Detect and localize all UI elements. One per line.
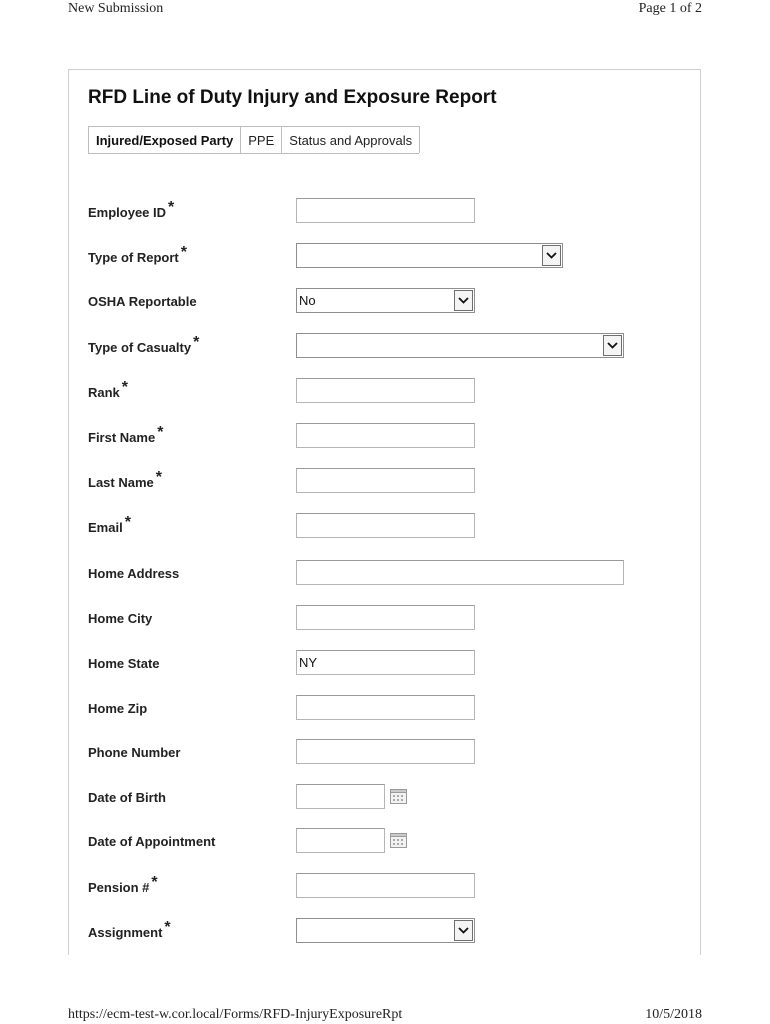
tab-ppe[interactable]: PPE — [240, 126, 282, 153]
required-marker: * — [193, 334, 200, 351]
date-of-birth-label: Date of Birth — [88, 790, 166, 805]
home-zip-input[interactable] — [296, 695, 475, 720]
calendar-icon[interactable] — [390, 832, 407, 848]
date-of-appointment-input[interactable] — [296, 828, 385, 853]
pension-no-input[interactable] — [296, 873, 475, 898]
required-marker: * — [151, 874, 158, 891]
page-footer-url: https://ecm-test-w.cor.local/Forms/RFD-InjuryExposureRpt — [68, 1007, 403, 1022]
chevron-down-icon[interactable] — [454, 920, 473, 941]
page-footer-date: 10/5/2018 — [645, 1007, 702, 1022]
field-row-home-state — [88, 650, 688, 676]
osha-reportable-value: No — [299, 293, 316, 308]
field-row-email — [88, 513, 688, 539]
required-marker: * — [164, 919, 171, 936]
tab-injured-exposed-party[interactable]: Injured/Exposed Party — [88, 126, 241, 153]
chevron-down-icon[interactable] — [542, 245, 561, 266]
page-number: Page 1 of 2 — [638, 1, 702, 16]
type-of-report-select[interactable] — [296, 243, 563, 268]
required-marker: * — [121, 379, 129, 396]
form-title: RFD Line of Duty Injury and Exposure Report — [88, 87, 497, 108]
required-marker: * — [157, 424, 164, 441]
field-row-date-of-birth — [88, 784, 688, 810]
calendar-icon[interactable] — [390, 788, 407, 804]
home-address-label: Home Address — [88, 566, 180, 581]
home-zip-label: Home Zip — [88, 701, 148, 716]
required-marker: * — [180, 244, 187, 261]
home-city-label: Home City — [88, 611, 153, 626]
date-of-appointment-label: Date of Appointment — [88, 834, 216, 849]
field-row-first-name — [88, 423, 688, 449]
field-row-type-of-casualty — [88, 333, 688, 359]
field-row-date-of-appointment — [88, 828, 688, 854]
field-row-home-zip — [88, 695, 688, 721]
first-name-label: First Name * — [88, 424, 164, 445]
type-of-report-label: Type of Report * — [88, 244, 187, 265]
type-of-casualty-label: Type of Casualty * — [88, 334, 200, 355]
field-row-rank — [88, 378, 688, 404]
field-row-type-of-report — [88, 243, 688, 269]
osha-reportable-label: OSHA Reportable — [88, 294, 197, 309]
pension-no-label: Pension # * — [88, 874, 158, 895]
required-marker: * — [168, 199, 175, 216]
field-row-home-address — [88, 560, 688, 586]
home-address-input[interactable] — [296, 560, 624, 585]
osha-reportable-select[interactable] — [296, 288, 475, 313]
field-row-last-name — [88, 468, 688, 494]
required-marker: * — [155, 469, 162, 486]
field-row-home-city — [88, 605, 688, 631]
employee-id-label: Employee ID * — [88, 199, 175, 220]
phone-number-label: Phone Number — [88, 745, 181, 760]
chevron-down-icon[interactable] — [454, 290, 473, 311]
assignment-select[interactable] — [296, 918, 475, 943]
field-row-osha-reportable — [88, 288, 688, 314]
last-name-input[interactable] — [296, 468, 475, 493]
last-name-label: Last Name * — [88, 469, 162, 490]
home-state-input[interactable]: NY — [296, 650, 475, 675]
tab-status-and-approvals[interactable]: Status and Approvals — [281, 126, 420, 153]
chevron-down-icon[interactable] — [603, 335, 622, 356]
field-row-phone-number — [88, 739, 688, 765]
required-marker: * — [124, 514, 131, 531]
date-of-birth-input[interactable] — [296, 784, 385, 809]
type-of-casualty-select[interactable] — [296, 333, 624, 358]
home-city-input[interactable] — [296, 605, 475, 630]
field-row-pension-no — [88, 873, 688, 899]
form-panel — [68, 69, 701, 955]
rank-label: Rank * — [88, 379, 129, 400]
field-row-employee-id — [88, 198, 688, 224]
email-label: Email * — [88, 514, 131, 535]
form-tabs — [88, 126, 419, 154]
field-row-assignment — [88, 918, 688, 944]
employee-id-input[interactable] — [296, 198, 475, 223]
email-input[interactable] — [296, 513, 475, 538]
phone-number-input[interactable] — [296, 739, 475, 764]
page-header-title: New Submission — [68, 1, 164, 16]
first-name-input[interactable] — [296, 423, 475, 448]
rank-input[interactable] — [296, 378, 475, 403]
assignment-label: Assignment * — [88, 919, 171, 940]
home-state-label: Home State — [88, 656, 160, 671]
